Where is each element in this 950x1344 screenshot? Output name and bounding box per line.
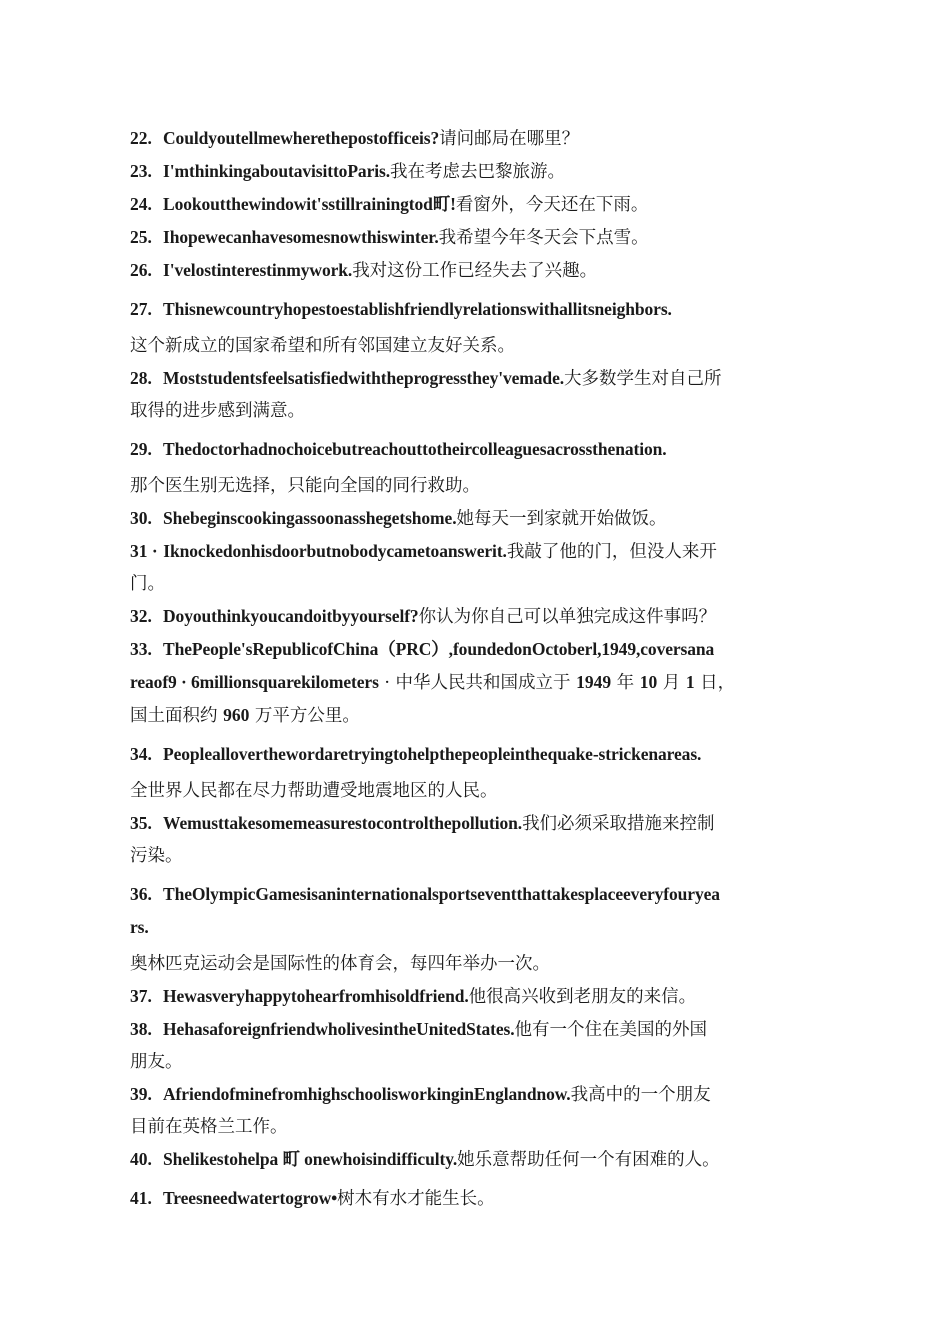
english-sentence: TheOlympicGamesisaninternationalsportseventthattakesplaceeveryfouryea (163, 884, 720, 904)
english-sentence: Hewasveryhappytohearfromhisoldfriend. (163, 986, 469, 1006)
chinese-translation: 他有一个住在美国的外国 (514, 1020, 708, 1040)
chinese-translation: 树木有水才能生长。 (337, 1189, 495, 1209)
chinese-translation: 我希望今年冬天会下点雪。 (438, 228, 649, 248)
chinese-translation: 看窗外，今天还在下雨。 (455, 195, 649, 215)
chinese-translation: 这个新成立的国家希望和所有邻国建立友好关系。 (130, 336, 515, 356)
list-item: 41. Treesneedwatertogrow•树木有水才能生长。 (130, 1188, 495, 1209)
english-sentence: Doyouthinkyoucandoitbyyourself? (163, 606, 419, 626)
list-item: 33. ThePeople'sRepublicofChina（PRC）,foundedonOctoberl,1949,coversana reaof9 · 6millionsquarekilometers · 中华人民共和国成立于 1949 年 10 月 1 日， 国土面积约 960 万平方公里。 (130, 639, 736, 726)
list-item: 27. Thisnewcountryhopestoestablishfriendlyrelationswithallitsneighbors. (130, 299, 672, 319)
list-item: 40. Shelikestohelpa 町 onewhoisindifficulty.她乐意帮助任何一个有困难的人。 (130, 1149, 720, 1170)
chinese-translation: 我敲了他的门，但没人来开 (506, 542, 717, 562)
english-sentence-cont: reaof9 · 6millionsquarekilometers (130, 672, 379, 692)
chinese-translation-cont: 门。 (130, 574, 165, 594)
english-sentence: Moststudentsfeelsatisfiedwiththeprogressthey'vemade. (163, 368, 565, 388)
chinese-translation: 我在考虑去巴黎旅游。 (390, 162, 565, 182)
list-item: 32. Doyouthinkyoucandoitbyyourself?你认为你自己可以单独完成这件事吗？ (130, 606, 717, 627)
english-sentence: Lookoutthewindowit'sstillrainingtod町! (163, 194, 456, 214)
english-sentence: Couldyoutellmewherethepostofficeis? (163, 128, 440, 148)
chinese-translation: 那个医生别无选择，只能向全国的同行救助。 (130, 476, 480, 496)
chinese-translation-cont: 取得的进步感到满意。 (130, 401, 305, 421)
chinese-translation: 她乐意帮助任何一个有困难的人。 (457, 1150, 720, 1170)
list-item: 31 · Iknockedonhisdoorbutnobodycametoanswerit.我敲了他的门，但没人来开 门。 (130, 541, 717, 594)
english-sentence: Iknockedonhisdoorbutnobodycametoanswerit. (163, 541, 507, 561)
chinese-translation: 我们必须采取措施来控制 (522, 814, 715, 834)
list-item: 23. I'mthinkingaboutavisittoParis.我在考虑去巴黎旅游。 (130, 161, 565, 182)
english-sentence: AfriendofminefromhighschoolisworkinginEnglandnow. (163, 1084, 571, 1104)
list-item: 30. Shebeginscookingassoonasshegetshome.她每天一到家就开始做饭。 (130, 508, 667, 529)
chinese-translation: 你认为你自己可以单独完成这件事吗？ (418, 607, 717, 627)
chinese-translation: 她每天一到家就开始做饭。 (456, 509, 667, 529)
english-sentence: Peoplealloverthewordaretryingtohelpthepeopleinthequake-strickenareas. (163, 744, 702, 764)
english-sentence: Treesneedwatertogrow• (163, 1188, 338, 1208)
english-sentence: Ihopewecanhavesomesnowthiswinter. (163, 227, 439, 247)
chinese-translation: 他很高兴收到老朋友的来信。 (468, 987, 697, 1007)
list-item: 22. Couldyoutellmewherethepostofficeis?请问邮局在哪里？ (130, 128, 580, 149)
chinese-translation: 奥林匹克运动会是国际性的体育会，每四年举办一次。 (130, 954, 550, 974)
english-sentence: Shebeginscookingassoonasshegetshome. (163, 508, 457, 528)
list-item: 26. I'velostinterestinmywork.我对这份工作已经失去了兴趣。 (130, 260, 598, 281)
chinese-translation-cont: 污染。 (130, 846, 183, 866)
list-item: 29. Thedoctorhadnochoicebutreachouttotheircolleaguesacrossthenation. (130, 439, 667, 459)
english-sentence: Shelikestohelpa 町 onewhoisindifficulty. (163, 1149, 458, 1169)
list-item: 37. Hewasveryhappytohearfromhisoldfriend.他很高兴收到老朋友的来信。 (130, 986, 697, 1007)
english-sentence: I'mthinkingaboutavisittoParis. (163, 161, 390, 181)
list-item: 35. Wemusttakesomemeasurestocontrolthepollution.我们必须采取措施来控制 污染。 (130, 813, 715, 866)
english-sentence: HehasaforeignfriendwholivesintheUnitedStates. (163, 1019, 515, 1039)
chinese-translation: 全世界人民都在尽力帮助遭受地震地区的人民。 (130, 781, 498, 801)
list-item: 36. TheOlympicGamesisaninternationalsportseventthattakesplaceeveryfouryea rs. (130, 884, 720, 937)
list-item: 39. AfriendofminefromhighschoolisworkinginEnglandnow.我高中的一个朋友 目前在英格兰工作。 (130, 1084, 711, 1137)
chinese-translation-cont: 目前在英格兰工作。 (130, 1117, 288, 1137)
english-sentence: Thedoctorhadnochoicebutreachouttotheircolleaguesacrossthenation. (163, 439, 667, 459)
english-sentence: Wemusttakesomemeasurestocontrolthepollution. (163, 813, 523, 833)
list-item: 25. Ihopewecanhavesomesnowthiswinter.我希望今年冬天会下点雪。 (130, 227, 649, 248)
english-sentence: I'velostinterestinmywork. (163, 260, 353, 280)
english-sentence: Thisnewcountryhopestoestablishfriendlyrelationswithallitsneighbors. (163, 299, 672, 319)
list-item: 28. Moststudentsfeelsatisfiedwiththeprogressthey'vemade.大多数学生对自己所 取得的进步感到满意。 (130, 368, 722, 421)
list-item: 24. Lookoutthewindowit'sstillrainingtod町!看窗外，今天还在下雨。 (130, 194, 649, 215)
list-item: 38. HehasaforeignfriendwholivesintheUnitedStates.他有一个住在美国的外国 朋友。 (130, 1019, 708, 1072)
english-sentence: ThePeople'sRepublicofChina（PRC）,foundedonOctoberl,1949,coversana (163, 639, 715, 659)
chinese-translation-cont: 朋友。 (130, 1052, 183, 1072)
chinese-translation: 我对这份工作已经失去了兴趣。 (352, 261, 598, 281)
sentence-list (130, 122, 830, 1215)
chinese-translation: 我高中的一个朋友 (570, 1085, 711, 1105)
chinese-translation: 请问邮局在哪里？ (439, 129, 580, 149)
list-item: 34. Peoplealloverthewordaretryingtohelpthepeopleinthequake-strickenareas. (130, 744, 702, 764)
english-sentence-cont: rs. (130, 917, 149, 937)
chinese-translation: 大多数学生对自己所 (564, 369, 722, 389)
